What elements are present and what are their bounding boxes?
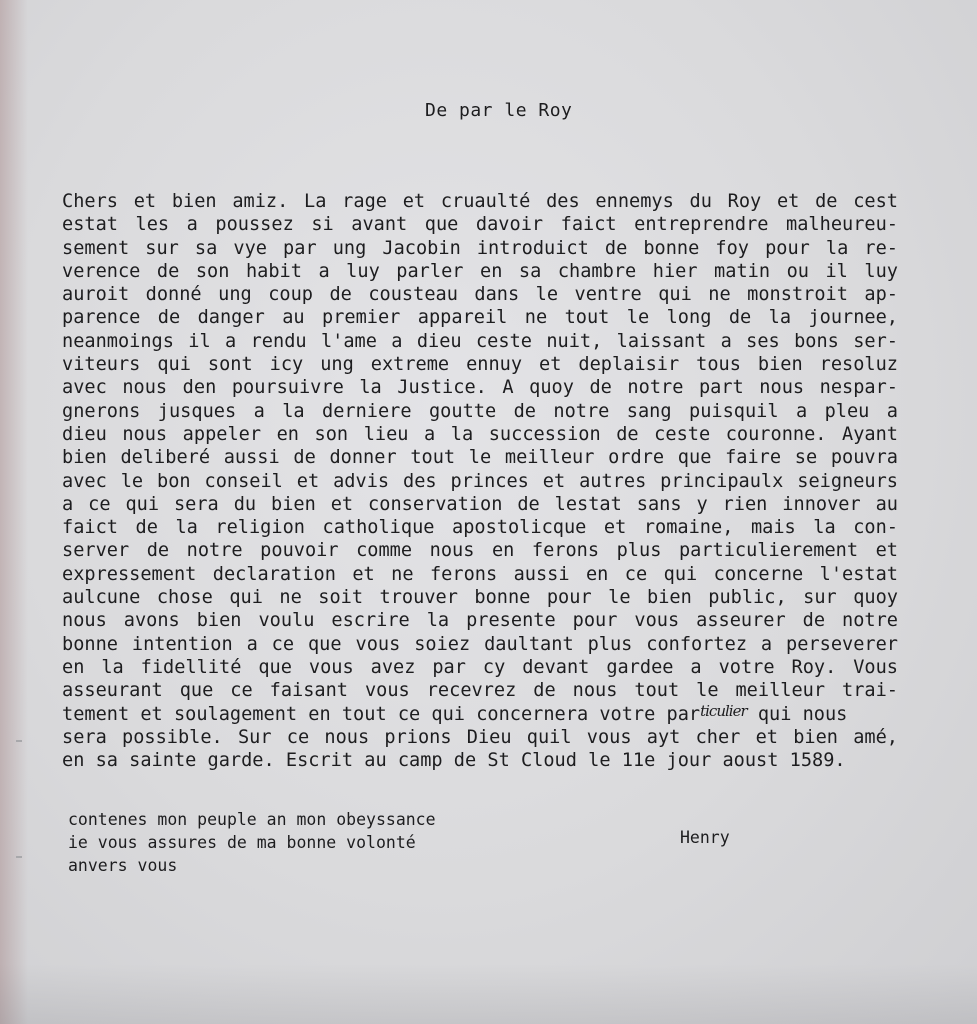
postscript-line: anvers vous: [68, 856, 178, 875]
body-line-with-correction: [62, 703, 902, 726]
postscript-line: ie vous assures de ma bonne volonté: [68, 833, 416, 852]
body-line: neanmoings il a rendu l'ame a dieu ceste nuit, laissant a ses bons ser-: [62, 330, 898, 352]
body-line: parence de danger au premier appareil ne tout le long de la journee,: [62, 307, 898, 329]
postscript-line: contenes mon peuple an mon obeyssance: [68, 810, 436, 829]
margin-mark: [16, 740, 22, 742]
body-line: viteurs qui sont icy ung extreme ennuy et deplaisir tous bien resoluz: [62, 354, 898, 376]
page-edge-shadow: [0, 0, 28, 1024]
body-line: auroit donné ung coup de cousteau dans le ventre qui ne monstroit ap-: [62, 284, 898, 306]
letter-body: [62, 190, 902, 772]
body-line-part: qui nous: [746, 703, 848, 725]
body-line: Chers et bien amiz. La rage et cruaulté des ennemys du Roy et de cest: [62, 191, 898, 212]
body-line: bien deliberé aussi de donner tout le meilleur ordre que faire se pouvra: [62, 447, 898, 469]
body-line: asseurant que ce faisant vous recevrez de nous tout le meilleur trai-: [62, 680, 898, 702]
body-line: expressement declaration et ne ferons aussi en ce qui concerne l'estat: [62, 563, 898, 585]
body-line: avec nous den poursuivre la Justice. A quoy de notre part nous nespar-: [62, 377, 898, 399]
document-title: De par le Roy: [425, 100, 573, 121]
postscript: [68, 808, 436, 877]
body-line: gnerons jusques a la derniere goutte de notre sang puisquil a pleu a: [62, 400, 898, 422]
body-line: verence de son habit a luy parler en sa chambre hier matin ou il luy: [62, 260, 898, 282]
page-bottom-shadow: [0, 964, 977, 1024]
margin-mark: [16, 856, 22, 858]
body-line: en sa sainte garde. Escrit au camp de St Cloud le 11e jour aoust 1589.: [62, 750, 846, 772]
body-line: en la fidellité que vous avez par cy devant gardee a votre Roy. Vous: [62, 656, 898, 678]
body-line: sera possible. Sur ce nous prions Dieu quil vous ayt cher et bien amé,: [62, 726, 898, 748]
signature: Henry: [680, 828, 730, 847]
body-line: bonne intention a ce que vous soiez daultant plus confortez a perseverer: [62, 633, 898, 655]
body-line: avec le bon conseil et advis des princes et autres principaulx seigneurs: [62, 470, 898, 492]
body-line: a ce qui sera du bien et conservation de lestat sans y rien innover au: [62, 493, 898, 515]
body-line: dieu nous appeler en son lieu a la succession de ceste couronne. Ayant: [62, 423, 898, 445]
body-line-part: tement et soulagement en tout ce qui concernera votre par: [62, 703, 701, 725]
body-line: faict de la religion catholique apostolicque et romaine, mais la con-: [62, 517, 898, 539]
handwritten-correction: ticulier: [700, 701, 747, 720]
body-line: estat les a poussez si avant que davoir faict entreprendre malheureu-: [62, 214, 898, 236]
body-line: nous avons bien voulu escrire la presente pour vous asseurer de notre: [62, 610, 898, 632]
body-line: server de notre pouvoir comme nous en ferons plus particulierement et: [62, 540, 898, 562]
body-line: sement sur sa vye par ung Jacobin introduict de bonne foy pour la re-: [62, 237, 898, 259]
body-line: aulcune chose qui ne soit trouver bonne pour le bien public, sur quoy: [62, 587, 898, 609]
